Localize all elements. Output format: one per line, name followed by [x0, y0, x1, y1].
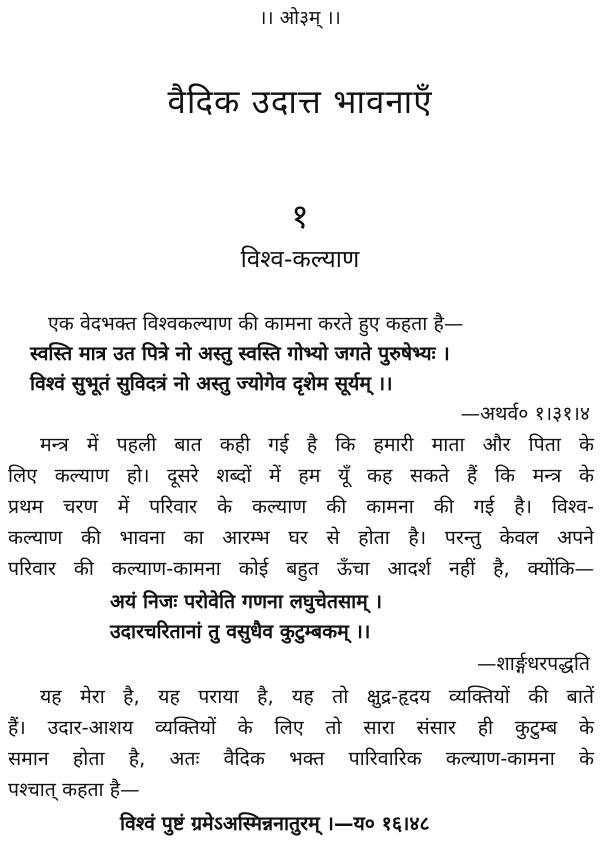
chapter-title: विश्व-कल्याण: [240, 245, 360, 273]
mantra-line-2: विश्वं सुभूतं सुविदत्रं नो अस्तु ज्योगेव दृशेम सूर्यम् ।।: [30, 372, 393, 395]
yajur-verse: विश्वं पुष्टं ग्रमेऽअस्मिन्ननातुरम् ।—य० १६।४८: [120, 812, 430, 835]
paragraph-line: मन्त्र में पहली बात कही गई है कि हमारी माता और पिता के: [40, 433, 594, 456]
citation-sharngadhara: —शार्ङ्गधरपद्धति: [477, 652, 590, 675]
chapter-number: १: [291, 197, 309, 237]
paragraph-line: लिए कल्याण हो। दूसरे शब्दों में हम यूँ कह सकते हैं कि मन्त्र के: [8, 464, 594, 487]
paragraph-line: यह मेरा है, यह पराया है, यह तो क्षुद्र-हृदय व्यक्तियों की बातें: [40, 685, 594, 708]
shloka-line-2: उदारचरितानां तु वसुधैव कुटुम्बकम् ।।: [110, 620, 371, 643]
paragraph-line: समान होता है, अतः वैदिक भक्त पारिवारिक कल्याण-कामना के: [8, 747, 594, 770]
page-title: वैदिक उदात्त भावनाएँ: [167, 82, 433, 121]
paragraph-line: परिवार की कल्याण-कामना कोई बहुत ऊँचा आदर्श नहीं है, क्योंकि—: [8, 557, 594, 580]
citation-atharva: —अथर्व० १।३१।४: [460, 402, 590, 425]
shloka-line-1: अयं निजः परोवेति गणना लघुचेतसाम् ।: [110, 590, 383, 613]
paragraph-line: प्रथम चरण में परिवार के कल्याण की कामना की गई है। विश्व-: [8, 495, 594, 518]
intro-line: एक वेदभक्त विश्वकल्याण की कामना करते हुए कहता है—: [48, 312, 464, 335]
paragraph-line: कल्याण की भावना का आरम्भ घर से होता है। परन्तु केवल अपने: [8, 526, 594, 549]
paragraph-line: हैं। उदार-आशय व्यक्तियों के लिए तो सारा संसार ही कुटुम्ब के: [8, 716, 594, 739]
om-invocation: ।। ओ३म् ।।: [259, 7, 341, 29]
paragraph-line: पश्चात् कहता है—: [8, 778, 140, 801]
mantra-line-1: स्वस्ति मात्र उत पित्रे नो अस्तु स्वस्ति गोभ्यो जगते पुरुषेभ्यः ।: [30, 342, 450, 365]
